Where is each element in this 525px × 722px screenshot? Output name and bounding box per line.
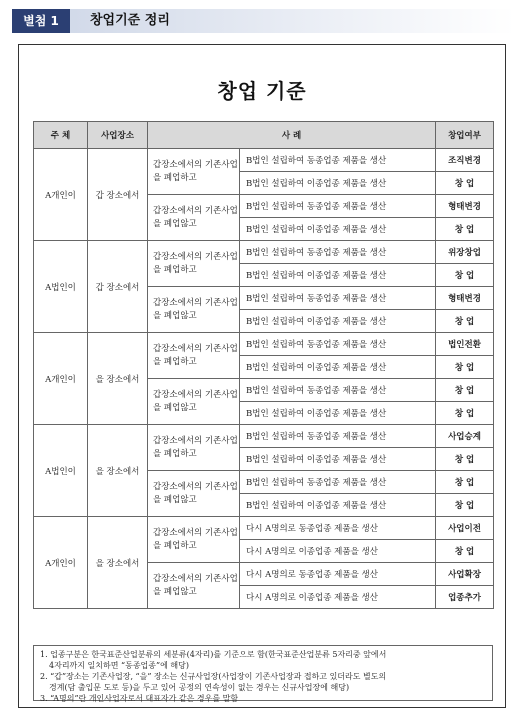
- case-cell: 다시 A명의로 이종업종 제품을 생산: [240, 586, 436, 609]
- note-line: 1. 업종구분은 한국표준산업분류의 세분류(4자리)를 기준으로 함(한국표준산업분류 5자리중 앞에서: [40, 650, 387, 659]
- col-result: 창업여부: [436, 122, 494, 149]
- result-cell: 업종추가: [436, 586, 494, 609]
- case-cell: B법인 설립하여 이종업종 제품을 생산: [240, 264, 436, 287]
- criteria-table: [33, 121, 494, 609]
- place-cell: 을 장소에서: [88, 517, 148, 609]
- condition-cell: 갑장소에서의 기존사업을 폐업않고: [148, 563, 240, 609]
- result-cell: 사업승계: [436, 425, 494, 448]
- place-cell: 갑 장소에서: [88, 149, 148, 241]
- place-cell: 갑 장소에서: [88, 241, 148, 333]
- result-cell: 법인전환: [436, 333, 494, 356]
- case-cell: B법인 설립하여 동종업종 제품을 생산: [240, 149, 436, 172]
- result-cell: 창 업: [436, 402, 494, 425]
- case-cell: B법인 설립하여 동종업종 제품을 생산: [240, 241, 436, 264]
- result-cell: 형태변경: [436, 287, 494, 310]
- case-cell: B법인 설립하여 동종업종 제품을 생산: [240, 471, 436, 494]
- note-line: 4자리까지 일치하면 “동종업종”에 해당): [49, 661, 189, 670]
- case-cell: B법인 설립하여 이종업종 제품을 생산: [240, 172, 436, 195]
- condition-cell: 갑장소에서의 기존사업을 폐업하고: [148, 333, 240, 379]
- condition-cell: 갑장소에서의 기존사업을 폐업않고: [148, 379, 240, 425]
- document-frame: [18, 44, 506, 708]
- table-row: [34, 241, 494, 264]
- case-cell: 다시 A명의로 동종업종 제품을 생산: [240, 563, 436, 586]
- result-cell: 형태변경: [436, 195, 494, 218]
- table-body: [34, 149, 494, 609]
- condition-cell: 갑장소에서의 기존사업을 폐업하고: [148, 149, 240, 195]
- table-row: [34, 425, 494, 448]
- case-cell: B법인 설립하여 이종업종 제품을 생산: [240, 448, 436, 471]
- result-cell: 창 업: [436, 540, 494, 563]
- note-line: 2. “갑”장소는 기존사업장, “을” 장소는 신규사업장(사업장이 기존사업장과 접하고 있더라도 별도의: [40, 672, 387, 681]
- result-cell: 창 업: [436, 379, 494, 402]
- result-cell: 창 업: [436, 172, 494, 195]
- notes-box: [33, 645, 493, 701]
- case-cell: B법인 설립하여 이종업종 제품을 생산: [240, 494, 436, 517]
- result-cell: 창 업: [436, 356, 494, 379]
- case-cell: B법인 설립하여 동종업종 제품을 생산: [240, 333, 436, 356]
- condition-cell: 갑장소에서의 기존사업을 폐업하고: [148, 517, 240, 563]
- result-cell: 창 업: [436, 448, 494, 471]
- section-title: 창업기준 정리: [90, 13, 170, 28]
- document-title: 창업 기준: [217, 79, 307, 103]
- table-row: [34, 517, 494, 540]
- condition-cell: 갑장소에서의 기존사업을 폐업않고: [148, 471, 240, 517]
- note-line: 경계(담 출입문 도로 등)을 두고 있어 공정의 연속성이 없는 경우는 신규사업장에 해당): [49, 683, 350, 692]
- result-cell: 위장창업: [436, 241, 494, 264]
- subject-cell: A법인이: [34, 425, 88, 517]
- case-cell: B법인 설립하여 동종업종 제품을 생산: [240, 425, 436, 448]
- result-cell: 조직변경: [436, 149, 494, 172]
- place-cell: 을 장소에서: [88, 333, 148, 425]
- case-cell: B법인 설립하여 동종업종 제품을 생산: [240, 195, 436, 218]
- condition-cell: 갑장소에서의 기존사업을 폐업하고: [148, 425, 240, 471]
- col-case: 사 례: [148, 122, 436, 149]
- col-subject: 주 체: [34, 122, 88, 149]
- case-cell: B법인 설립하여 동종업종 제품을 생산: [240, 287, 436, 310]
- result-cell: 사업이전: [436, 517, 494, 540]
- table-row: [34, 149, 494, 172]
- case-cell: B법인 설립하여 동종업종 제품을 생산: [240, 379, 436, 402]
- condition-cell: 갑장소에서의 기존사업을 폐업않고: [148, 195, 240, 241]
- case-cell: B법인 설립하여 이종업종 제품을 생산: [240, 356, 436, 379]
- case-cell: 다시 A명의로 동종업종 제품을 생산: [240, 517, 436, 540]
- case-cell: B법인 설립하여 이종업종 제품을 생산: [240, 402, 436, 425]
- case-cell: 다시 A명의로 이종업종 제품을 생산: [240, 540, 436, 563]
- condition-cell: 갑장소에서의 기존사업을 폐업하고: [148, 241, 240, 287]
- condition-cell: 갑장소에서의 기존사업을 폐업않고: [148, 287, 240, 333]
- subject-cell: A개인이: [34, 149, 88, 241]
- subject-cell: A법인이: [34, 241, 88, 333]
- result-cell: 창 업: [436, 310, 494, 333]
- case-cell: B법인 설립하여 이종업종 제품을 생산: [240, 218, 436, 241]
- section-header: [12, 9, 515, 33]
- col-place: 사업장소: [88, 122, 148, 149]
- place-cell: 을 장소에서: [88, 425, 148, 517]
- result-cell: 창 업: [436, 218, 494, 241]
- case-cell: B법인 설립하여 이종업종 제품을 생산: [240, 310, 436, 333]
- appendix-tag: 별첨 1: [12, 9, 70, 33]
- result-cell: 사업확장: [436, 563, 494, 586]
- note-line: 3. “A명의”란 개인사업자로서 대표자가 같은 경우를 말함: [40, 694, 239, 703]
- subject-cell: A개인이: [34, 333, 88, 425]
- subject-cell: A개인이: [34, 517, 88, 609]
- table-row: [34, 333, 494, 356]
- result-cell: 창 업: [436, 494, 494, 517]
- table-header-row: [34, 122, 494, 149]
- result-cell: 창 업: [436, 264, 494, 287]
- result-cell: 창 업: [436, 471, 494, 494]
